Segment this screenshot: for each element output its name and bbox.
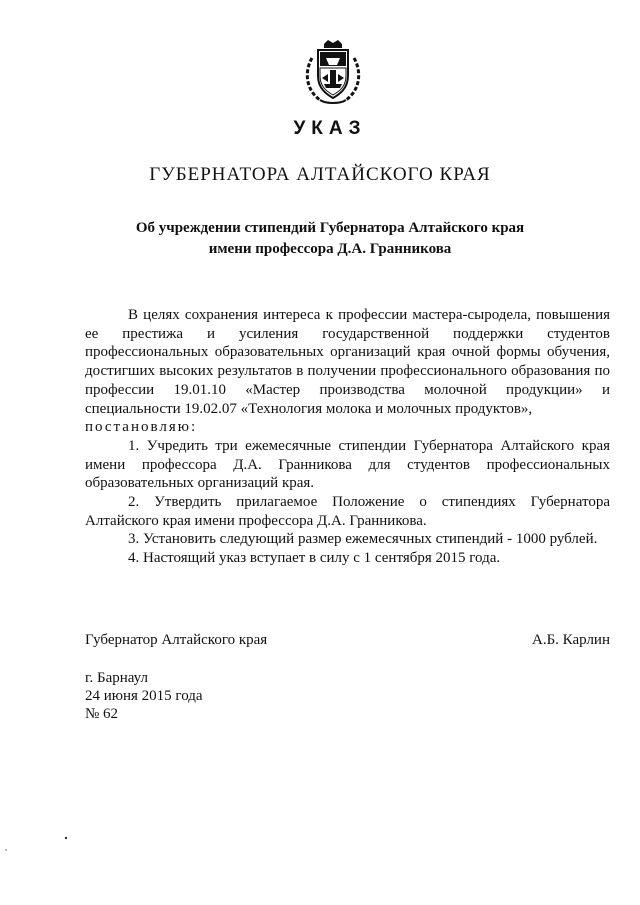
issuer-title: ГУБЕРНАТОРА АЛТАЙСКОГО КРАЯ	[149, 164, 491, 185]
signatory-position: Губернатор Алтайского края	[85, 632, 268, 648]
city: г. Барнаул	[85, 670, 148, 686]
decree-item-1: 1. Учредить три ежемесячные стипендии Губернатора Алтайского края имени профессора Д.А. Гранникова для студентов профессиональных образовательных организаций края.	[85, 437, 610, 492]
preamble: В целях сохранения интереса к профессии мастера-сыродела, повышения ее престижа и усиления государственной поддержки студентов профессиональных образовательных организаций края очной формы обучения, достигших высоких результатов в получении профессионального образования по профессии 19.01.10 «Мастер производства молочной продукции» и специальности 19.02.07 «Технология молока и молочных продуктов»,	[85, 307, 610, 417]
decree-word: постановляю:	[85, 419, 198, 436]
decree-item-2: 2. Утвердить прилагаемое Положение о стипендиях Губернатора Алтайского края имени профессора Д.А. Гранникова.	[85, 494, 610, 529]
decree-number: № 62	[85, 706, 119, 722]
decree-title-line-1: Об учреждении стипендий Губернатора Алтайского края	[135, 220, 525, 236]
document-type: УКАЗ	[293, 118, 367, 139]
decree-item-4: 4. Настоящий указ вступает в силу с 1 сентября 2015 года.	[128, 550, 501, 567]
decree-item-3: 3. Установить следующий размер ежемесячных стипендий - 1000 рублей.	[128, 531, 598, 548]
decree-title-line-2: имени профессора Д.А. Гранникова	[208, 241, 452, 257]
date: 24 июня 2015 года	[85, 688, 203, 704]
signatory-name: А.Б. Карлин	[531, 632, 610, 648]
